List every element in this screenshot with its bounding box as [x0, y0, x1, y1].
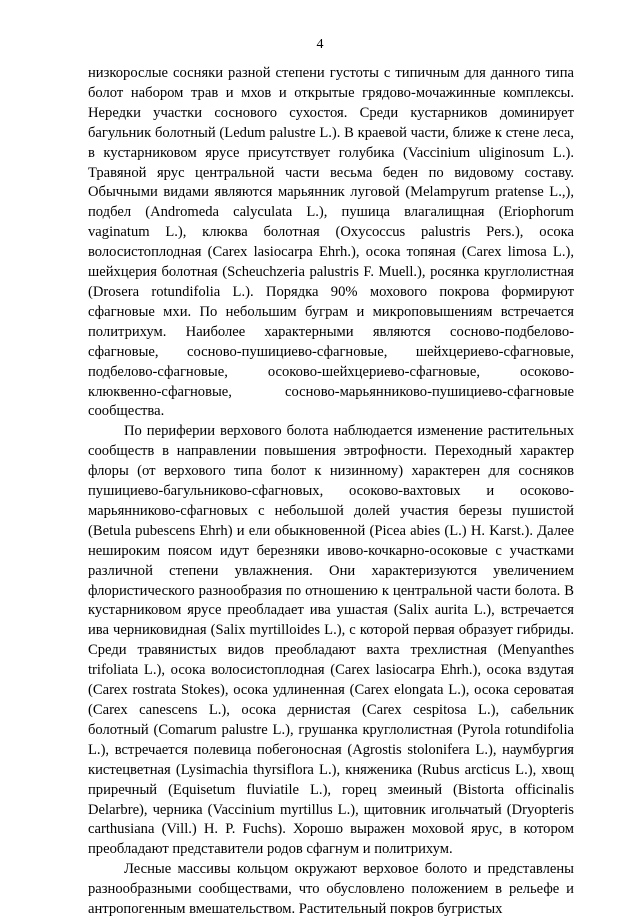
body-text [88, 64, 574, 920]
paragraph-2: По периферии верхового болота наблюдается изменение растительных сообществ в направлении повышения эвтрофности. Переходный характер флоры (от верхового типа болот к низинному) характерен для сосняков пушициево-багульниково-сфагновых, осоково-вахтовых и осоково-марьянниково-сфагновых с небольшой долей участия березы пушистой (Betula pubescens Ehrh) и ели обыкновенной (Picea abies (L.) H. Karst.). Далее неширoким поясом идут березняки ивово-кочкарно-осоковые с участками различной степени увлажнения. Они характеризуются увеличением флористического разнообразия по отношению к центральной части болота. В кустарниковом ярусе преобладает ива ушастая (Salix aurita L.), встречается ива черниковидная (Salix myrtilloides L.), с которой первая образует гибриды. Среди травянистых видов преобладают вахта трехлистная (Menyanthes trifoliata L.), осока волосистоплодная (Carex lasiocarpa Ehrh.), осока вздутая (Carex rostrata Stokes), осока удлиненная (Carex elongata L.), осока сероватая (Carex canescens L.), осока дернистая (Carex cespitosa L.), сабельник болотный (Comarum palustre L.), грушанка круглолистная (Pyrola rotundifolia L.), встречается полевица побегоносная (Agrostis stolonifera L.), наумбургия кистецветная (Lysimachia thyrsiflora L.), княженика (Rubus arcticus L.), хвощ приречный (Equisetum fluviatile L.), горец змеиный (Bistorta officinalis Delarbre), черника (Vaccinium myrtillus L.), щитовник игольчатый (Dryopteris carthusiana (Vill.) H. P. Fuchs). Хорошо выражен моховой ярус, в котором преобладают представители родов сфагнум и политрихум. [88, 423, 574, 858]
paragraph-3: Лесные массивы кольцом окружают верховое болото и представлены разнообразными сообществами, что обусловлено положением в рельефе и антропогенным вмешательством. Растительный покров бугристых [88, 861, 574, 918]
page-number: 4 [316, 37, 324, 52]
paragraph-1: низкорослые сосняки разной степени густоты с типичным для данного типа болот набором трав и мхов и открытые грядово-мочажинные комплексы. Нередки участки соснового сухостоя. Среди кустарников доминирует багульник болотный (Ledum palustre L.). В краевой части, ближе к стене леса, в кустарниковом ярусе присутствует голубика (Vaccinium uliginosum L.). Травяной ярус центральной части весьма беден по видовому составу. Обычными видами являются марьянник луговой (Melampyrum pratense L.,), подбел (Andromeda calyculata L.), пушица влагалищная (Eriophorum vaginatum L.), клюква болотная (Oxycoccus palustris Pers.), осока волосистоплодная (Carex lasiocarpa Ehrh.), осока топяная (Carex limosa L.), шейхцерия болотная (Scheuchzeria palustris F. Muell.), росянка круглолистная (Drosera rotundifolia L.). Порядка 90% мохового покрова формируют сфагновые мхи. По небольшим буграм и микроповышениям встречается политрихум. Наиболее характерными являются сосново-подбелово-сфагновые, сосново-пушициево-сфагновые, шейхцериево-сфагновые, подбелово-сфагновые, осоково-шейхцериево-сфагновые, осоково-клюквенно-сфагновые, сосново-марьянниково-пушициево-сфагновые сообщества. [88, 65, 574, 420]
